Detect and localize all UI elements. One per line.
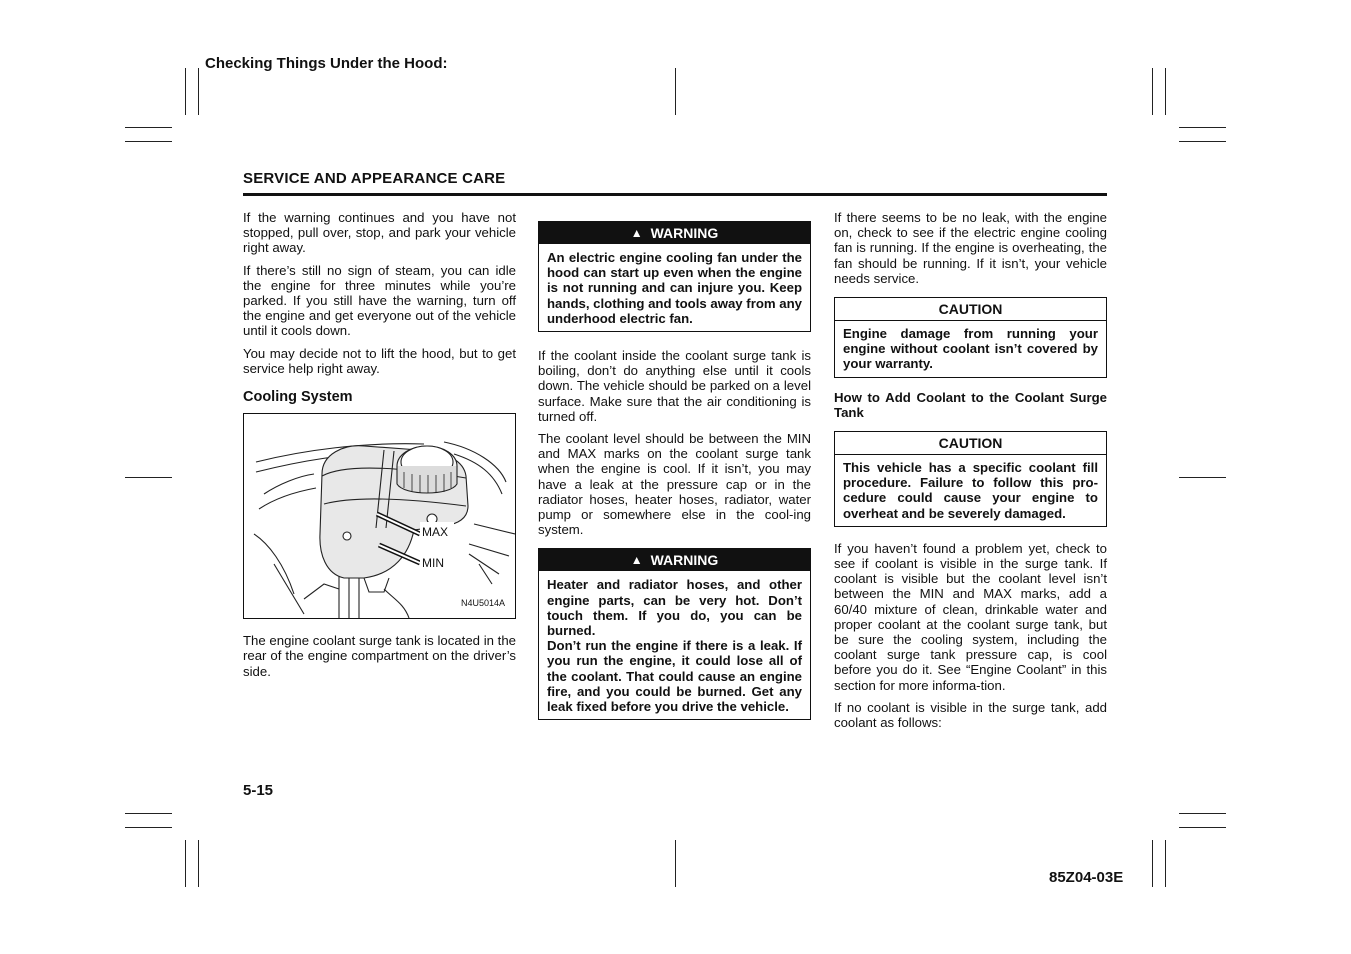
warning-triangle-icon: ▲: [630, 226, 643, 240]
warning-body: [539, 244, 810, 331]
paragraph: If no coolant is visible in the surge tank, add coolant as follows:: [834, 699, 1107, 731]
warning-box: [538, 548, 811, 720]
warning-title: WARNING: [650, 225, 719, 241]
cooling-system-heading: Cooling System: [243, 389, 353, 406]
warning-text: An electric engine cooling fan under the hood can start up even when the engine is not running and can injure you. Keep hands, clothing and tools away from any underhood electric fan.: [547, 250, 802, 326]
paragraph: If the coolant inside the coolant surge tank is boiling, don’t do anything else until it cools down. The vehicle should be parked on a level surface. Make sure that the air conditioning is turned off.: [538, 348, 811, 424]
column-left: [243, 210, 516, 686]
crop-mark: [125, 813, 172, 814]
crop-mark: [125, 477, 172, 478]
section-title: SERVICE AND APPEARANCE CARE: [243, 170, 506, 187]
min-label: MIN: [422, 556, 444, 571]
crop-mark: [675, 68, 676, 115]
add-coolant-subheading: How to Add Coolant to the Coolant Surge Tank: [834, 389, 1107, 420]
figure-code: N4U5014A: [460, 598, 505, 609]
warning-header: [539, 549, 810, 571]
crop-mark: [1179, 141, 1226, 142]
caution-title: CAUTION: [835, 298, 1106, 321]
paragraph: The engine coolant surge tank is located in the rear of the engine compartment on the driver’s side.: [243, 633, 516, 679]
paragraph: You may decide not to lift the hood, but to get service help right away.: [243, 345, 516, 376]
caution-text: This vehicle has a specific coolant fill procedure. Failure to follow this pro-cedure could cause your engine to overheat and be severely damaged.: [843, 460, 1098, 521]
column-middle: [538, 221, 811, 730]
paragraph: The coolant level should be between the MIN and MAX marks on the coolant surge tank when the engine is cool. If it isn’t, you may have a leak at the pressure cap or in the radiator hoses, heater hoses, radiator, water pump or somewhere else in the cool-ing system.: [538, 431, 811, 538]
crop-mark: [185, 840, 186, 887]
crop-mark: [1152, 840, 1153, 887]
paragraph: If you haven’t found a problem yet, check to see if coolant is visible in the surge tank. If coolant is visible but the coolant level isn’t between the MIN and MAX marks, add a 60/40 mixture of clean, drinkable water and proper coolant at the coolant surge tank, but be sure the cooling system, including the coolant surge tank pressure cap, is cool before you do it. See “Engine Coolant” in this section for more informa-tion.: [834, 540, 1107, 693]
header-rule: [243, 193, 1107, 196]
warning-box: [538, 221, 811, 332]
paragraph: If there seems to be no leak, with the engine on, check to see if the electric engine cooling fan is running. If the engine is overheating, the fan should be running. If it isn’t, your vehicle needs service.: [834, 210, 1107, 286]
top-heading: Checking Things Under the Hood:: [205, 55, 448, 72]
paragraph: If the warning continues and you have not stopped, pull over, stop, and park your vehicle right away.: [243, 210, 516, 256]
crop-mark: [1152, 68, 1153, 115]
max-label: MAX: [422, 525, 449, 540]
crop-mark: [1165, 840, 1166, 887]
warning-triangle-icon: ▲: [630, 553, 643, 568]
crop-mark: [198, 68, 199, 115]
crop-mark: [1179, 827, 1226, 828]
crop-mark: [125, 141, 172, 142]
crop-mark: [1179, 813, 1226, 814]
crop-mark: [125, 827, 172, 828]
surge-tank-illustration: [244, 414, 515, 618]
caution-text: Engine damage from running your engine without coolant isn’t covered by your warranty.: [843, 326, 1098, 372]
crop-mark: [1179, 127, 1226, 128]
crop-mark: [185, 68, 186, 115]
warning-text: Don’t run the engine if there is a leak. If you run the engine, it could lose all of the coolant. That could cause an engine fire, and you could be burned. Get any leak fixed before you drive the vehicle.: [547, 638, 802, 715]
coolant-surge-tank-figure: [243, 413, 516, 619]
caution-title: CAUTION: [835, 432, 1106, 455]
document-code: 85Z04-03E: [1049, 869, 1124, 886]
caution-box: [834, 297, 1107, 378]
paragraph: If there’s still no sign of steam, you can idle the engine for three minutes while you’re parked. If you still have the warning, turn off the engine and get everyone out of the vehicle until it cools down.: [243, 262, 516, 339]
crop-mark: [1179, 477, 1226, 478]
crop-mark: [198, 840, 199, 887]
warning-header: [539, 222, 810, 244]
page-number: 5-15: [243, 782, 274, 799]
warning-text: Heater and radiator hoses, and other engine parts, can be very hot. Don’t touch them. If you do, you can be burned.: [547, 577, 802, 639]
crop-mark: [1165, 68, 1166, 115]
caution-box: [834, 431, 1107, 527]
column-right: [834, 210, 1107, 737]
warning-title: WARNING: [650, 552, 719, 569]
crop-mark: [125, 127, 172, 128]
crop-mark: [675, 840, 676, 887]
warning-body: [539, 571, 810, 719]
